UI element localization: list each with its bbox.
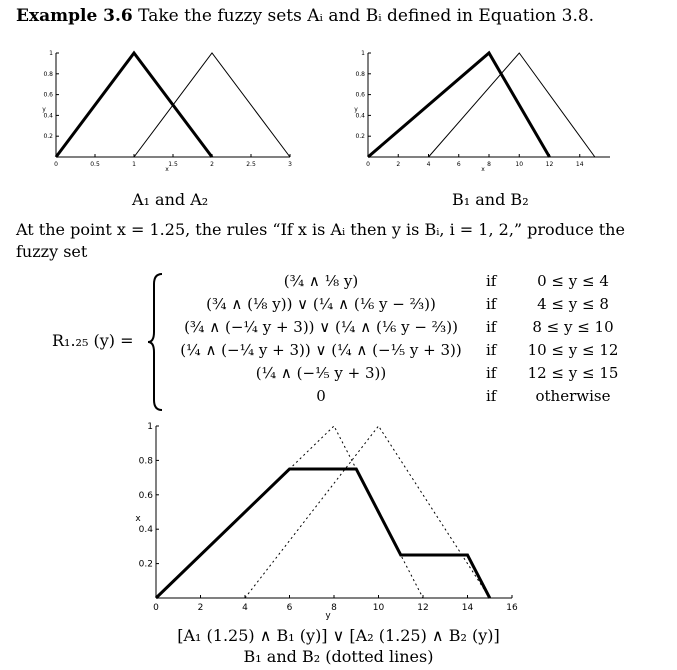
series-line-1	[429, 53, 595, 157]
y-tick-label: 1	[361, 50, 365, 57]
bottom-caption-line1: [A₁ (1.25) ∧ B₁ (y)] ∨ [A₂ (1.25) ∧ B₂ (y)]	[177, 626, 500, 645]
x-tick-label: 8	[487, 161, 491, 168]
y-tick-label: 0.4	[43, 112, 53, 120]
equation-expr: (¼ ∧ (−¼ y + 3)) ∨ (¼ ∧ (−⅕ y + 3))	[180, 341, 462, 359]
x-tick-label: 4	[242, 603, 248, 613]
y-axis-label: y	[42, 106, 46, 113]
y-tick-label: 0.4	[138, 525, 153, 536]
if-word: if	[486, 272, 497, 290]
y-tick-label: 0.2	[138, 559, 153, 570]
x-tick-label: 14	[461, 603, 474, 613]
x-tick-label: 12	[545, 161, 554, 168]
series-line-0	[368, 53, 550, 157]
equation-cond: 4 ≤ y ≤ 8	[537, 295, 609, 313]
x-axis-label: x	[481, 166, 485, 173]
y-tick-label: 0.2	[43, 133, 53, 141]
y-tick-label: 1	[49, 50, 53, 57]
x-tick-label: 6	[286, 603, 293, 613]
equation-cond: 0 ≤ y ≤ 4	[537, 272, 609, 290]
example-text: Take the fuzzy sets Aᵢ and Bᵢ defined in Equation 3.8.	[138, 6, 595, 26]
y-tick-label: 0.8	[43, 70, 53, 78]
x-tick-label: 0	[366, 161, 370, 168]
x-axis-label: x	[165, 166, 169, 173]
x-tick-label: 3	[288, 161, 292, 168]
x-tick-label: 2	[197, 603, 204, 613]
x-tick-label: 6	[456, 161, 461, 168]
equation-expr: (¼ ∧ (−⅕ y + 3))	[255, 364, 387, 382]
y-tick-label: 1	[147, 422, 153, 432]
y-tick-label: 0.6	[138, 490, 153, 501]
equation-expressions	[166, 270, 476, 408]
if-word: if	[486, 364, 497, 382]
x-tick-label: 14	[575, 161, 584, 168]
equation-expr: (¾ ∧ (−¼ y + 3)) ∨ (¼ ∧ (⅙ y − ⅔))	[184, 318, 458, 336]
series-line-1	[156, 426, 423, 598]
series-line-2	[245, 426, 490, 598]
x-tick-label: 0.5	[90, 161, 100, 168]
equation-conditions	[517, 270, 629, 408]
caption-a1-a2: A₁ and A₂	[132, 190, 209, 209]
x-tick-label: 8	[331, 603, 337, 613]
y-tick-label: 0.8	[355, 70, 365, 78]
equation-cond: 10 ≤ y ≤ 12	[527, 341, 619, 359]
series-line-0	[156, 469, 490, 598]
equation-cond: 12 ≤ y ≤ 15	[527, 364, 619, 382]
x-tick-label: 0	[54, 161, 58, 168]
equation-lhs: R₁.₂₅ (y) =	[52, 331, 134, 350]
example-heading	[16, 6, 594, 26]
y-tick-label: 0.6	[355, 91, 365, 99]
x-tick-label: 2	[210, 161, 214, 168]
x-tick-label: 4	[426, 161, 431, 168]
x-tick-label: 0	[153, 603, 159, 613]
series-line-0	[56, 53, 212, 157]
example-label: Example 3.6	[16, 6, 133, 26]
x-axis-label: y	[325, 611, 331, 621]
x-tick-label: 1.5	[168, 161, 178, 168]
x-tick-label: 10	[515, 161, 524, 168]
x-tick-label: 12	[417, 603, 429, 613]
chart-a1-a2	[40, 45, 300, 185]
if-word: if	[486, 295, 497, 313]
x-tick-label: 16	[506, 603, 518, 613]
x-tick-label: 1	[132, 161, 136, 168]
x-tick-label: 10	[372, 603, 385, 613]
y-tick-label: 0.6	[43, 91, 53, 99]
equation-cond: otherwise	[535, 387, 611, 405]
y-tick-label: 0.2	[355, 133, 365, 141]
y-axis-label: x	[135, 514, 141, 524]
y-axis-label: y	[354, 106, 358, 113]
y-tick-label: 0.4	[355, 112, 365, 120]
if-word: if	[486, 318, 497, 336]
x-tick-label: 2	[396, 161, 401, 168]
equation-cond: 8 ≤ y ≤ 10	[532, 318, 614, 336]
left-brace	[146, 272, 166, 412]
chart-b1-b2	[352, 45, 622, 185]
y-tick-label: 0.8	[138, 456, 153, 467]
chart-r125	[120, 418, 530, 624]
equation-expr: (¾ ∧ ⅛ y)	[283, 272, 359, 290]
equation-expr: 0	[316, 387, 326, 405]
if-word: if	[486, 341, 497, 359]
if-word: if	[486, 387, 497, 405]
x-tick-label: 2.5	[246, 161, 256, 168]
caption-b1-b2: B₁ and B₂	[452, 190, 529, 209]
equation-expr: (¾ ∧ (⅛ y)) ∨ (¼ ∧ (⅙ y − ⅔))	[206, 295, 436, 313]
paragraph: At the point x = 1.25, the rules “If x is Aᵢ then y is Bᵢ, i = 1, 2,” produce the fuzzy set	[16, 220, 625, 261]
series-line-1	[134, 53, 290, 157]
bottom-caption-line2: B₁ and B₂ (dotted lines)	[243, 647, 434, 666]
equation-if-column	[486, 270, 496, 408]
